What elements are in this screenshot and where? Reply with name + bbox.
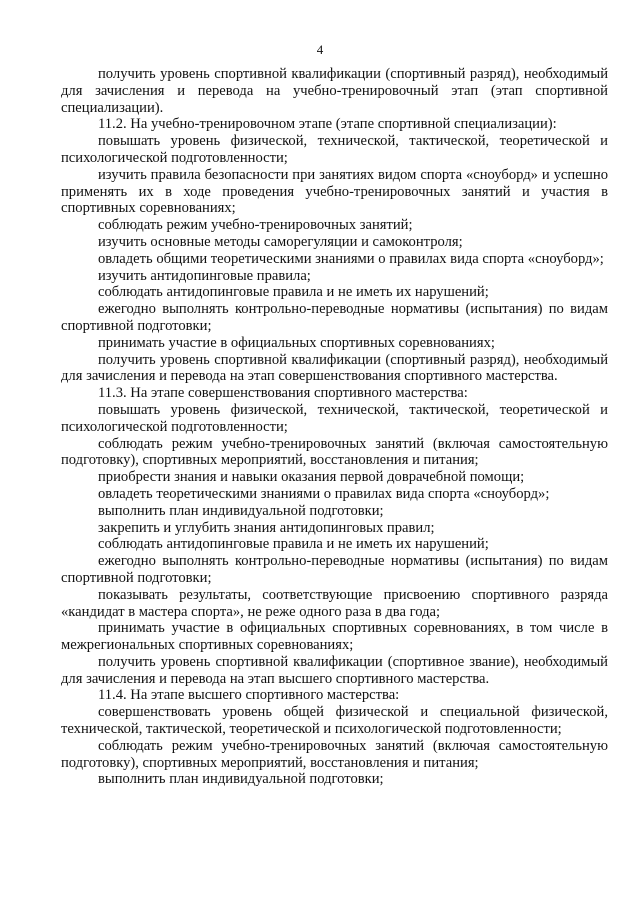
paragraph: овладеть теоретическими знаниями о правилах вида спорта «сноуборд»; bbox=[98, 485, 550, 502]
paragraph: соблюдать режим учебно-тренировочных занятий (включая самостоятельную подготовку), спортивных мероприятий, восстановления и питания; bbox=[61, 737, 608, 771]
paragraph: выполнить план индивидуальной подготовки; bbox=[98, 502, 384, 519]
paragraph: показывать результаты, соответствующие присвоению спортивного разряда «кандидат в мастера спорта», не реже одного раза в два года; bbox=[61, 586, 608, 620]
paragraph: изучить основные методы саморегуляции и самоконтроля; bbox=[98, 233, 463, 250]
paragraph: получить уровень спортивной квалификации (спортивный разряд), необходимый для зачисления и перевода на учебно-тренировочный этап (этап спортивной специализации). bbox=[61, 66, 608, 116]
paragraph: закрепить и углубить знания антидопинговых правил; bbox=[98, 519, 435, 536]
paragraph: совершенствовать уровень общей физической и специальной физической, технической, тактической, теоретической и психологической подготовленности; bbox=[61, 704, 608, 738]
paragraph: принимать участие в официальных спортивных соревнованиях, в том числе в межрегиональных спортивных соревнованиях; bbox=[61, 620, 608, 654]
paragraph: соблюдать антидопинговые правила и не иметь их нарушений; bbox=[98, 284, 489, 301]
paragraph: соблюдать режим учебно-тренировочных занятий; bbox=[98, 217, 413, 234]
paragraph: овладеть общими теоретическими знаниями о правилах вида спорта «сноуборд»; bbox=[98, 250, 604, 267]
paragraph: получить уровень спортивной квалификации (спортивный разряд), необходимый для зачисления и перевода на этап совершенствования спортивного мастерства. bbox=[61, 351, 608, 385]
section-heading-11-2: 11.2. На учебно-тренировочном этапе (этапе спортивной специализации): bbox=[98, 116, 557, 133]
paragraph: принимать участие в официальных спортивных соревнованиях; bbox=[98, 334, 495, 351]
paragraph: соблюдать режим учебно-тренировочных занятий (включая самостоятельную подготовку), спортивных мероприятий, восстановления и питания; bbox=[61, 435, 608, 469]
document-body bbox=[61, 66, 608, 788]
paragraph: изучить правила безопасности при занятиях видом спорта «сноуборд» и успешно применять их в ходе проведения учебно-тренировочных занятий и участия в спортивных соревнованиях; bbox=[61, 166, 608, 217]
page-number: 4 bbox=[316, 42, 324, 57]
paragraph: получить уровень спортивной квалификации (спортивное звание), необходимый для зачисления и перевода на этап высшего спортивного мастерства. bbox=[61, 653, 608, 687]
section-heading-11-3: 11.3. На этапе совершенствования спортивного мастерства: bbox=[98, 385, 468, 402]
paragraph: повышать уровень физической, технической, тактической, теоретической и психологической подготовленности; bbox=[61, 401, 608, 435]
paragraph: приобрести знания и навыки оказания первой доврачебной помощи; bbox=[98, 469, 525, 486]
paragraph: ежегодно выполнять контрольно-переводные нормативы (испытания) по видам спортивной подготовки; bbox=[61, 553, 608, 586]
paragraph: ежегодно выполнять контрольно-переводные нормативы (испытания) по видам спортивной подготовки; bbox=[61, 301, 608, 334]
paragraph: повышать уровень физической, технической, тактической, теоретической и психологической подготовленности; bbox=[61, 133, 608, 166]
paragraph: изучить антидопинговые правила; bbox=[98, 267, 311, 284]
paragraph: выполнить план индивидуальной подготовки; bbox=[98, 771, 384, 788]
section-heading-11-4: 11.4. На этапе высшего спортивного мастерства: bbox=[98, 687, 400, 704]
paragraph: соблюдать антидопинговые правила и не иметь их нарушений; bbox=[98, 536, 489, 553]
